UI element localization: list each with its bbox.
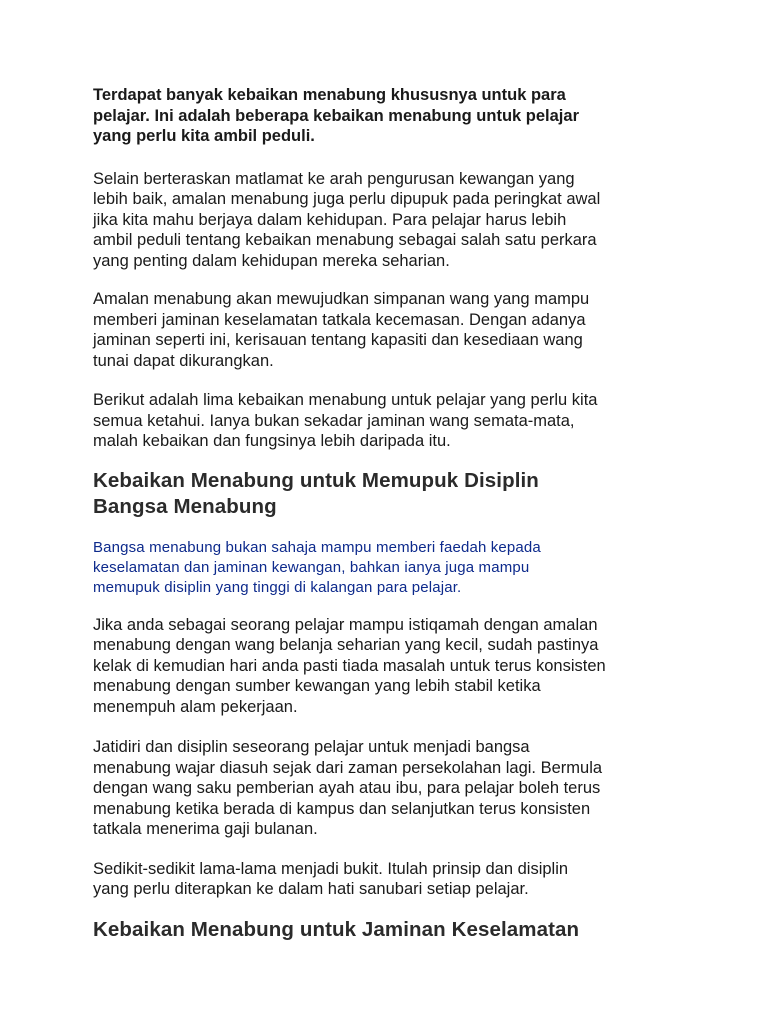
- intro-paragraph: Terdapat banyak kebaikan menabung khususnya untuk para pelajar. Ini adalah beberapa kebaikan menabung untuk pelajar yang perlu kita ambil peduli.: [93, 86, 579, 145]
- body-paragraph-2: Amalan menabung akan mewujudkan simpanan wang yang mampu memberi jaminan keselamatan tatkala kecemasan. Dengan adanya jaminan seperti ini, kerisauan tentang kapasiti dan kesediaan wang tunai dapat dikurangkan.: [93, 290, 590, 370]
- section-heading-keselamatan: Kebaikan Menabung untuk Jaminan Keselamatan: [93, 917, 580, 941]
- document-page: [93, 85, 688, 943]
- body-paragraph-3: Berikut adalah lima kebaikan menabung untuk pelajar yang perlu kita semua ketahui. Ianya bukan sekadar jaminan wang semata-mata, malah kebaikan dan fungsinya lebih daripada itu.: [93, 391, 598, 450]
- section1-paragraph-2: Jatidiri dan disiplin seseorang pelajar untuk menjadi bangsa menabung wajar diasuh sejak dari zaman persekolahan lagi. Bermula dengan wang saku pemberian ayah atau ibu, para pelajar boleh terus menabung ketika berada di kampus dan selanjutkan terus konsisten tatkala menerima gaji bulanan.: [93, 738, 603, 838]
- section-heading-disiplin: Kebaikan Menabung untuk Memupuk Disiplin Bangsa Menabung: [93, 468, 539, 518]
- section1-paragraph-3: Sedikit-sedikit lama-lama menjadi bukit. Itulah prinsip dan disiplin yang perlu diterapkan ke dalam hati sanubari setiap pelajar.: [93, 859, 569, 898]
- body-paragraph-1: Selain berteraskan matlamat ke arah pengurusan kewangan yang lebih baik, amalan menabung juga perlu dipupuk pada peringkat awal jika kita mahu berjaya dalam kehidupan. Para pelajar harus lebih ambil peduli tentang kebaikan menabung sebagai salah satu perkara yang penting dalam kehidupan mereka seharian.: [93, 169, 601, 270]
- section-lead-paragraph: Bangsa menabung bukan sahaja mampu memberi faedah kepada keselamatan dan jaminan kewangan, bahkan ianya juga mampu memupuk disiplin yang tinggi di kalangan para pelajar.: [93, 538, 541, 596]
- section1-paragraph-1: Jika anda sebagai seorang pelajar mampu istiqamah dengan amalan menabung dengan wang belanja seharian yang kecil, sudah pastinya kelak di kemudian hari anda pasti tiada masalah untuk terus konsisten menabung dengan sumber kewangan yang lebih stabil ketika menempuh alam pekerjaan.: [93, 615, 606, 716]
